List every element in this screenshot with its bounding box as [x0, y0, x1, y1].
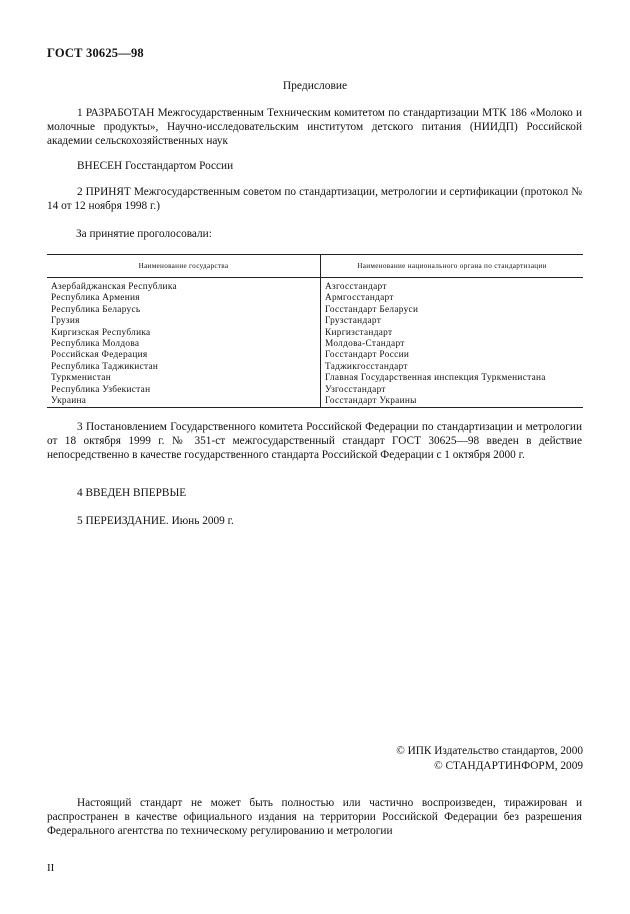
votes-table	[47, 254, 583, 408]
preface-item-5: 5 ПЕРЕИЗДАНИЕ. Июнь 2009 г.	[77, 515, 234, 527]
table-row	[47, 278, 583, 294]
preface-item-1: 1 РАЗРАБОТАН Межгосударственным Техническим комитетом по стандартизации МТК 186 «Молоко и молочные продукты», Научно-исследовательским институтом детского питания (НИИДП) Российской академии сельскохозяйственных наук	[47, 107, 582, 148]
state-name-cell: Республика Узбекистан	[47, 385, 321, 396]
preface-item-3: 3 Постановлением Государственного комитета Российской Федерации по стандартизации и метрологии от 18 октября 1999 г. № 351-ст межгосударственный стандарт ГОСТ 30625—98 введен в действие непосредственно в качестве государственного стандарта Российской Федерации с 1 октября 2000 г.	[47, 421, 582, 462]
column-header-state: Наименование государства	[47, 255, 321, 278]
table-row	[47, 316, 583, 327]
preface-item-4: 4 ВВЕДЕН ВПЕРВЫЕ	[77, 487, 187, 499]
table-row	[47, 305, 583, 316]
copyright-block	[396, 744, 583, 773]
page-number: II	[47, 862, 55, 874]
state-name-cell: Республика Беларусь	[47, 305, 321, 316]
state-name-cell: Украина	[47, 396, 321, 408]
national-body-cell: Госстандарт Беларуси	[321, 305, 584, 316]
preface-title: Предисловие	[282, 80, 348, 92]
preface-item-2: 2 ПРИНЯТ Межгосударственным советом по стандартизации, метрологии и сертификации (протокол № 14 от 12 ноября 1998 г.)	[47, 186, 582, 213]
reproduction-notice: Настоящий стандарт не может быть полностью или частично воспроизведен, тиражирован и распространен в качестве официального издания на территории Российской Федерации без разрешения Федерального агентства по техническому регулированию и метрологии	[47, 797, 582, 838]
table-header-row	[47, 255, 583, 278]
national-body-cell: Госстандарт Украины	[321, 396, 584, 408]
national-body-cell: Грузстандарт	[321, 316, 584, 327]
state-name-cell: Республика Армения	[47, 293, 321, 304]
state-name-cell: Российская Федерация	[47, 350, 321, 361]
state-name-cell: Республика Таджикистан	[47, 362, 321, 373]
standard-code-header: ГОСТ 30625—98	[47, 46, 144, 60]
table-row	[47, 339, 583, 350]
national-body-cell: Киргизстандарт	[321, 328, 584, 339]
column-header-national-body: Наименование национального органа по стандартизации	[321, 255, 584, 278]
state-name-cell: Грузия	[47, 316, 321, 327]
state-name-cell: Азербайджанская Республика	[47, 278, 321, 294]
votes-label: За принятие проголосовали:	[76, 228, 212, 240]
table-row	[47, 350, 583, 361]
national-body-cell: Главная Государственная инспекция Туркменистана	[321, 373, 584, 384]
preface-introduced: ВНЕСЕН Госстандартом России	[77, 160, 234, 172]
copyright-line-publisher: © ИПК Издательство стандартов, 2000	[396, 745, 583, 757]
national-body-cell: Узгосстандарт	[321, 385, 584, 396]
votes-table-body	[47, 278, 583, 408]
table-row	[47, 385, 583, 396]
table-row	[47, 362, 583, 373]
table-row	[47, 293, 583, 304]
state-name-cell: Киргизская Республика	[47, 328, 321, 339]
state-name-cell: Республика Молдова	[47, 339, 321, 350]
national-body-cell: Армгосстандарт	[321, 293, 584, 304]
national-body-cell: Таджикгосстандарт	[321, 362, 584, 373]
table-row	[47, 396, 583, 408]
copyright-line-standartinform: © СТАНДАРТИНФОРМ, 2009	[434, 759, 583, 772]
table-row	[47, 328, 583, 339]
national-body-cell: Молдова-Стандарт	[321, 339, 584, 350]
table-row	[47, 373, 583, 384]
state-name-cell: Туркменистан	[47, 373, 321, 384]
national-body-cell: Азгосстандарт	[321, 278, 584, 294]
national-body-cell: Госстандарт России	[321, 350, 584, 361]
